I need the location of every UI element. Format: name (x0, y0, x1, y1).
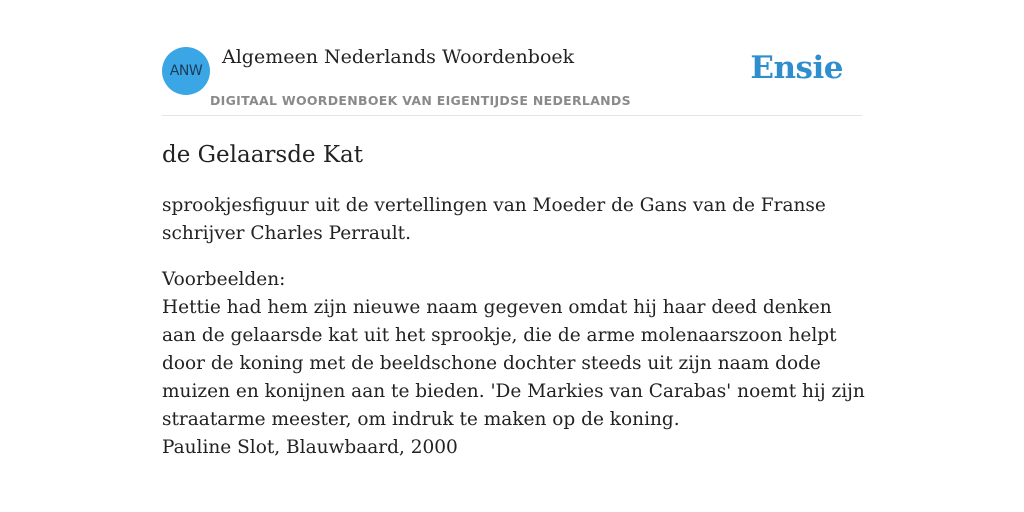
anw-logo[interactable] (162, 47, 210, 95)
example-source: Pauline Slot, Blauwbaard, 2000 (162, 437, 458, 458)
site-title[interactable]: Algemeen Nederlands Woordenboek (222, 46, 575, 68)
example-text: Hettie had hem zijn nieuwe naam gegeven omdat hij haar deed denken aan de gelaarsde kat uit het sprookje, die de arme molenaarszoon helpt door de koning met de beeldschone dochter steeds uit zijn naam dode muizen en konijnen aan te bieden. 'De Markies van Carabas' noemt hij zijn straatarme meester, om indruk te maken op de koning. (162, 297, 865, 430)
ensie-brand-logo[interactable]: Ensie (750, 50, 843, 86)
site-subtitle: DIGITAAL WOORDENBOEK VAN EIGENTIJDSE NEDERLANDS (210, 93, 631, 108)
entry-content (162, 140, 867, 462)
examples-section (162, 266, 867, 462)
entry-headword: de Gelaarsde Kat (162, 142, 363, 168)
header-divider (162, 115, 862, 116)
logo-text: ANW (169, 63, 203, 79)
entry-definition: sprookjesfiguur uit de vertellingen van Moeder de Gans van de Franse schrijver Charles Perrault. (162, 195, 826, 244)
site-header (162, 0, 862, 116)
examples-label: Voorbeelden: (162, 269, 286, 290)
